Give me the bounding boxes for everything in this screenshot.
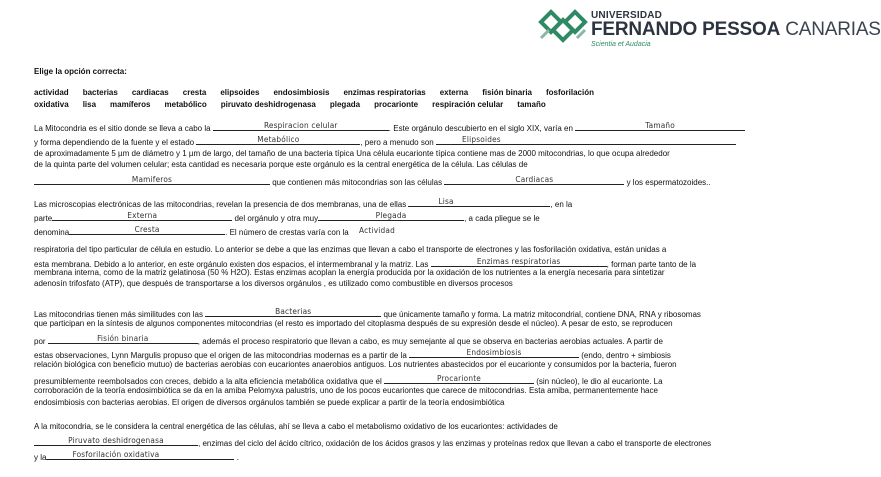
answer-text: Cresta	[134, 224, 160, 234]
text-segment: que únicamente tamaño y forma. La matriz mitocondrial, contiene DNA, RNA y ribosomas	[383, 310, 701, 319]
brand-motto: Scientia et Audacia	[591, 41, 651, 48]
text-segment: presumiblemente reembolsados con creces, debido a la alta eficiencia metabólica oxidativa que el	[34, 377, 382, 386]
p5-line-2	[34, 436, 711, 449]
p2-line-1	[34, 197, 572, 210]
answer-blank[interactable]	[46, 450, 234, 460]
option-item: mamíferos	[110, 100, 151, 109]
p1-line-2	[34, 135, 736, 148]
option-item: bacterias	[82, 88, 118, 97]
text-segment: . El número de crestas varía con la	[225, 228, 349, 237]
answer-text: Cardiacas	[515, 174, 554, 184]
option-item: endosimbiosis	[273, 88, 330, 97]
text-segment: La Mitocondria es el sitio donde se lleva a cabo la	[34, 124, 211, 133]
answer-text: Mamiferos	[131, 174, 173, 184]
text-segment: .	[236, 453, 239, 462]
answer-text: Fosforilación oxidativa	[72, 449, 160, 459]
answer-blank[interactable]	[409, 348, 579, 358]
text-segment: . Este orgánulo descubierto en el siglo XIX, varía en	[388, 124, 573, 133]
text-segment: por	[34, 337, 46, 346]
p4-line-7: corroboración de la teoría endosimbiótica se da en la amiba Pelomyxa palustris, uno de los pocos eucariontes que carece de mitocondrias. Esta amiba, permanentemente hace	[34, 386, 658, 395]
answer-blank[interactable]	[351, 226, 403, 235]
text-segment: Las mitocondrias tienen más similitudes con las	[34, 310, 203, 319]
answer-blank[interactable]	[444, 175, 624, 185]
text-segment: , pero a menudo son	[360, 138, 434, 147]
answer-text: Actividad	[359, 225, 395, 235]
text-segment: , enzimas del ciclo del ácido cítrico, oxidación de los ácidos grasos y las enzimas y proteínas redox que llevan a cabo el transporte de electrones	[198, 439, 712, 448]
option-item: piruvato deshidrogenasa	[220, 100, 316, 109]
option-item: fosforilación oxidativa	[34, 88, 595, 109]
instruction-title: Elige la opción correcta:	[34, 67, 127, 76]
option-item: enzimas respiratorias	[343, 88, 426, 97]
text-segment: , a cada pliegue se le	[464, 214, 540, 223]
option-item: metabólico	[164, 100, 207, 109]
answer-text: Fisión binaria	[97, 333, 149, 343]
text-segment: estas observaciones, Lynn Margulis propuso que el origen de las mitocondrias modernas es a partir de la	[34, 351, 407, 360]
text-segment: , forman parte tanto de la	[606, 260, 697, 269]
logo-mark-icon	[537, 8, 589, 48]
text-segment: , además el proceso respiratorio que llevan a cabo, es muy semejante al que se observa en bacterias aerobias actuales. A partir de	[197, 337, 663, 346]
answer-blank[interactable]	[196, 135, 360, 145]
answer-blank[interactable]	[384, 374, 534, 384]
p4-line-8: endosimbiosis con bacterias aerobias. El origen de diversos orgánulos también se puede explicar a partir de la teoría endosimbiótica	[34, 398, 505, 407]
p4-line-3	[34, 334, 663, 347]
option-item: respiración celular	[432, 100, 504, 109]
brand-main: FERNANDO PESSOA	[591, 19, 781, 40]
option-item: procarionte	[374, 100, 419, 109]
answer-text: Metabólico	[257, 134, 300, 144]
p4-line-2: que participan en la síntesis de algunos componentes mitocondrias (el resto es importado del citoplasma después de su expresión desde el núcleo). A pesar de esto, se reproducen	[34, 319, 673, 328]
answer-text: Procarionte	[436, 373, 482, 383]
answer-blank[interactable]	[431, 257, 607, 267]
text-segment: , en la	[550, 200, 573, 209]
answer-text: Respiracion celular	[263, 120, 338, 130]
answer-text: Lisa	[438, 196, 454, 206]
answer-text: Endosimbiosis	[466, 347, 522, 357]
option-item: fisión binaria	[482, 88, 532, 97]
p1-line-1	[34, 121, 745, 134]
p1-line-3: de aproximadamente 5 µm de diámetro y 1 µm de largo, del tamaño de una bacteria típica Una célula eucarionte típica contiene mas de 2000 mitocondrias, lo que ocupa alrededor	[34, 149, 670, 158]
answer-blank[interactable]	[205, 307, 381, 317]
brand-sub: CANARIAS	[785, 19, 881, 40]
option-item: lisa	[82, 100, 97, 109]
text-segment: esta membrana. Debido a lo anterior, en este orgánulo existen dos espacios, el intermembranal y la matriz. Las	[34, 260, 429, 269]
university-logo	[537, 6, 881, 50]
answer-blank[interactable]	[408, 197, 550, 207]
answer-text: Tamaño	[645, 120, 675, 130]
answer-blank[interactable]	[69, 225, 225, 235]
p3-line-4: adenosín trifosfato (ATP), que después de transportarse a los diversos orgánulos , es utilizado como combustible en diversos procesos	[34, 279, 513, 288]
answer-text: Elipsoides	[461, 134, 501, 144]
p1-line-5	[34, 175, 711, 188]
text-segment: (endo, dentro + simbiosis	[581, 351, 671, 360]
answer-blank[interactable]	[213, 121, 389, 131]
answer-text: Piruvato deshidrogenasa	[68, 435, 164, 445]
answer-blank[interactable]	[52, 211, 232, 221]
text-segment: denomina	[34, 228, 70, 237]
answer-text: Bacterias	[275, 306, 312, 316]
answer-blank[interactable]	[34, 175, 270, 185]
brand-name	[591, 19, 881, 41]
answer-blank[interactable]	[318, 211, 464, 221]
answer-text: Plegada	[375, 210, 407, 220]
text-segment: (sin núcleo), le dio al eucarionte. La	[536, 377, 663, 386]
text-segment: que contienen más mitocondrias son las células	[272, 178, 443, 187]
answer-blank[interactable]	[436, 135, 736, 145]
answer-blank[interactable]	[34, 436, 198, 446]
p2-line-3	[34, 225, 403, 238]
p4-line-5: relación biológica con beneficio mutuo) de bacterias aerobias con eucariontes anaerobios antiguos. Los nutrientes abastecidos por el eucarionte y consumidos por la bacteria, fueron	[34, 360, 677, 369]
option-item: actividad	[34, 88, 69, 97]
university-label: UNIVERSIDAD	[591, 10, 663, 21]
answer-text: Externa	[127, 210, 158, 220]
p5-line-3	[34, 450, 239, 463]
option-item: plegada	[329, 100, 361, 109]
p5-line-1: A la mitocondria, se le considera la central energética de las células, ahí se lleva a cabo el metabolismo oxidativo de los eucariontes: actividades de	[34, 422, 558, 431]
option-item: externa	[439, 88, 469, 97]
option-list	[34, 87, 814, 111]
p1-line-4: de la quinta parte del volumen celular; esta cantidad es necesaria porque este orgánulo es la central energética de la célula. Las células de	[34, 160, 528, 169]
answer-blank[interactable]	[575, 121, 745, 131]
option-item: cresta	[182, 88, 207, 97]
answer-blank[interactable]	[48, 334, 198, 344]
p2-line-2	[34, 211, 540, 224]
text-segment: y la	[34, 453, 47, 462]
option-item: cardiacas	[131, 88, 169, 97]
option-item: elipsoides	[220, 88, 260, 97]
text-segment: y forma dependiendo de la fuente y el estado	[34, 138, 195, 147]
p3-line-1: respiratoria del tipo particular de célula en estudio. Lo anterior se debe a que las enzimas que llevan a cabo el transporte de electrones y las fosforilación oxidativa, están unidas a	[34, 245, 667, 254]
text-segment: parte	[34, 214, 53, 223]
option-item: tamaño	[517, 100, 546, 109]
text-segment: Las microscopias electrónicas de las mitocondrias, revelan la presencia de dos membranas, una de ellas	[34, 200, 407, 209]
text-segment: del orgánulo y otra muy	[234, 214, 319, 223]
p3-line-3: membrana interna, como de la matriz gelatinosa (50 % H2O). Estas enzimas acoplan la energía producida por la oxidación de los nutrientes a la energía necesaria para sintetizar	[34, 268, 665, 277]
text-segment: y los espermatozoides..	[626, 178, 711, 187]
answer-text: Enzimas respiratorias	[476, 256, 561, 266]
